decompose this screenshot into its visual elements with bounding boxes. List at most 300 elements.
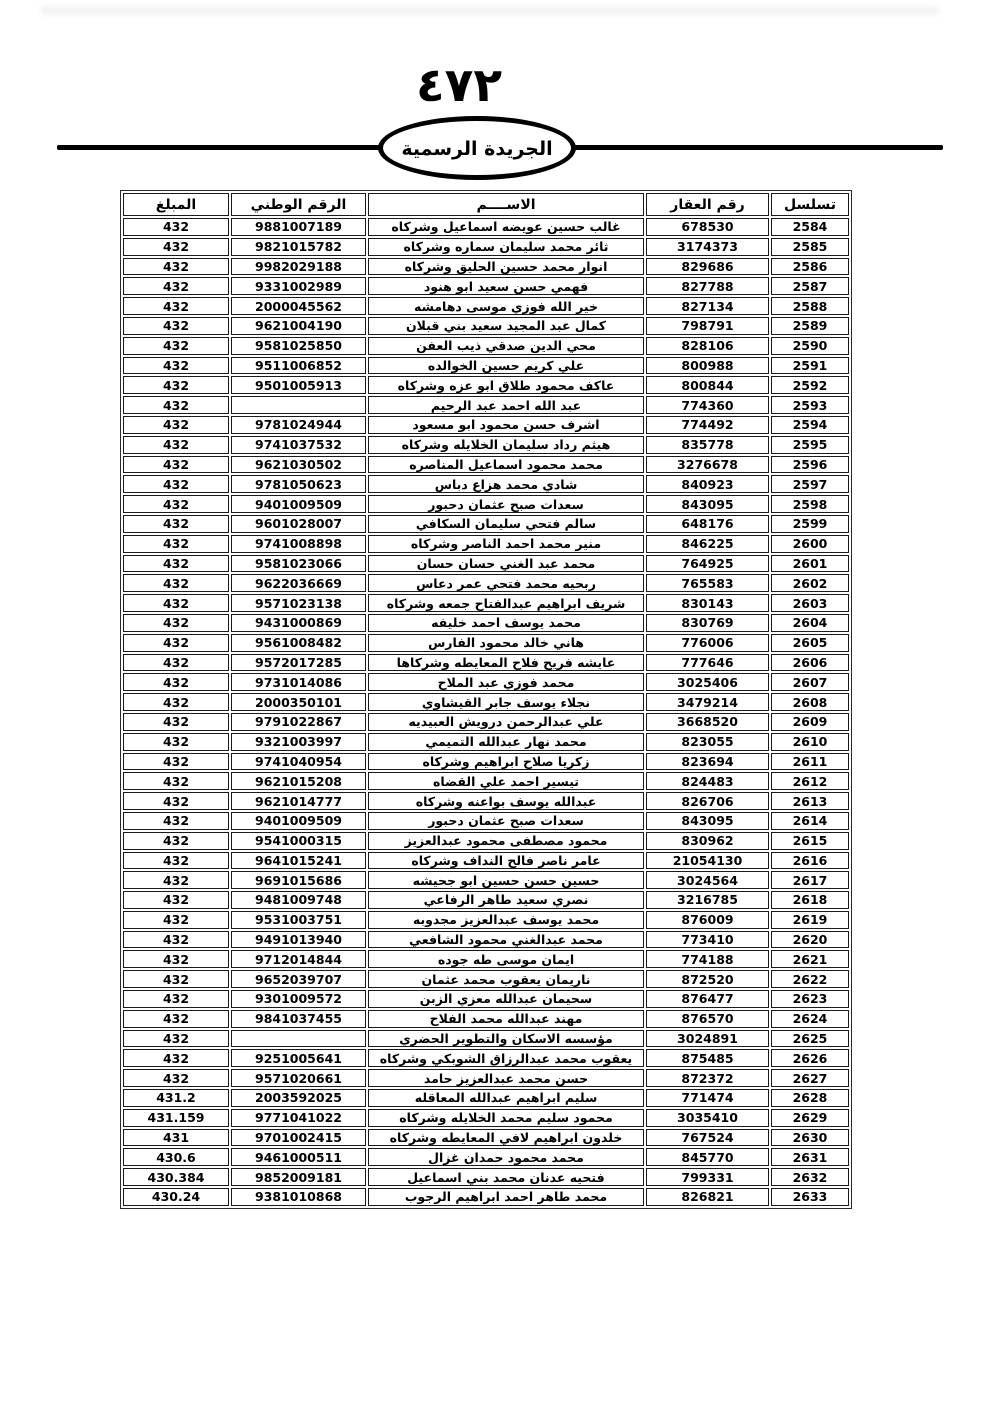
cell-property-no: 3668520: [646, 713, 769, 731]
header-amount: المبلغ: [123, 193, 229, 216]
cell-name: ثائر محمد سليمان سماره وشركاه: [368, 238, 644, 256]
cell-name: علي كريم حسين الخوالده: [368, 357, 644, 375]
cell-amount: 432: [123, 218, 229, 236]
cell-amount: 432: [123, 812, 229, 830]
cell-national-no: 9511006852: [231, 357, 366, 375]
cell-property-no: 876570: [646, 1010, 769, 1028]
cell-name: عامر ناصر فالح النداف وشركاه: [368, 852, 644, 870]
cell-property-no: 800988: [646, 357, 769, 375]
cell-name: عبد الله احمد عبد الرحيم: [368, 396, 644, 414]
cell-amount: 432: [123, 594, 229, 612]
cell-national-no: [231, 1030, 366, 1048]
header-national-number: الرقم الوطني: [231, 193, 366, 216]
table-row: [123, 891, 849, 909]
cell-amount: 432: [123, 495, 229, 513]
cell-amount: 432: [123, 555, 229, 573]
header-property-number: رقم العقار: [646, 193, 769, 216]
cell-serial: 2600: [771, 535, 849, 553]
cell-name: غالب حسين عويضه اسماعيل وشركاه: [368, 218, 644, 236]
cell-amount: 432: [123, 852, 229, 870]
cell-national-no: 9621004190: [231, 317, 366, 335]
cell-property-no: 3025406: [646, 673, 769, 691]
cell-serial: 2628: [771, 1089, 849, 1107]
cell-property-no: 777646: [646, 654, 769, 672]
cell-name: هاني خالد محمود الفارس: [368, 634, 644, 652]
cell-national-no: 2003592025: [231, 1089, 366, 1107]
cell-national-no: 9781050623: [231, 475, 366, 493]
cell-name: حسن محمد عبدالعزيز حامد: [368, 1069, 644, 1087]
cell-serial: 2611: [771, 753, 849, 771]
cell-name: عايشه فريح فلاح المعايطه وشركاها: [368, 654, 644, 672]
cell-name: محمود سليم محمد الخلايله وشركاه: [368, 1109, 644, 1127]
cell-name: سالم فتحي سليمان السكافي: [368, 515, 644, 533]
table-row: [123, 713, 849, 731]
cell-serial: 2599: [771, 515, 849, 533]
cell-national-no: 9741040954: [231, 753, 366, 771]
cell-property-no: 872372: [646, 1069, 769, 1087]
cell-national-no: 9731014086: [231, 673, 366, 691]
cell-serial: 2595: [771, 436, 849, 454]
cell-name: ناريمان يعقوب محمد عثمان: [368, 970, 644, 988]
cell-amount: 432: [123, 416, 229, 434]
cell-property-no: 830769: [646, 614, 769, 632]
cell-amount: 430.384: [123, 1168, 229, 1186]
cell-property-no: 3035410: [646, 1109, 769, 1127]
table-row: [123, 614, 849, 632]
cell-national-no: 9541000315: [231, 832, 366, 850]
table-row: [123, 1069, 849, 1087]
table-row: [123, 238, 849, 256]
cell-amount: 430.6: [123, 1148, 229, 1166]
cell-name: شادي محمد هزاع دباس: [368, 475, 644, 493]
cell-national-no: 9381010868: [231, 1188, 366, 1206]
cell-serial: 2605: [771, 634, 849, 652]
cell-national-no: 9571023138: [231, 594, 366, 612]
cell-national-no: [231, 396, 366, 414]
cell-amount: 432: [123, 990, 229, 1008]
cell-serial: 2584: [771, 218, 849, 236]
cell-serial: 2609: [771, 713, 849, 731]
cell-amount: 432: [123, 733, 229, 751]
table-header-row: [123, 193, 849, 216]
cell-amount: 432: [123, 535, 229, 553]
cell-name: سليم ابراهيم عبدالله المعاقله: [368, 1089, 644, 1107]
cell-property-no: 872520: [646, 970, 769, 988]
table-row: [123, 277, 849, 295]
cell-property-no: 773410: [646, 931, 769, 949]
cell-national-no: 9741008898: [231, 535, 366, 553]
cell-name: فهمي حسن سعيد ابو هنود: [368, 277, 644, 295]
table-row: [123, 1188, 849, 1206]
cell-national-no: 9581025850: [231, 337, 366, 355]
table-row: [123, 931, 849, 949]
cell-national-no: 9781024944: [231, 416, 366, 434]
cell-property-no: 767524: [646, 1129, 769, 1147]
cell-national-no: 9251005641: [231, 1049, 366, 1067]
table-row: [123, 832, 849, 850]
cell-serial: 2608: [771, 693, 849, 711]
cell-name: فتحيه عدنان محمد بني اسماعيل: [368, 1168, 644, 1186]
table-row: [123, 495, 849, 513]
cell-property-no: 678530: [646, 218, 769, 236]
cell-serial: 2616: [771, 852, 849, 870]
cell-serial: 2598: [771, 495, 849, 513]
cell-national-no: 2000350101: [231, 693, 366, 711]
cell-property-no: 800844: [646, 376, 769, 394]
cell-amount: 432: [123, 297, 229, 315]
cell-property-no: 774360: [646, 396, 769, 414]
cell-property-no: 826706: [646, 792, 769, 810]
table-row: [123, 871, 849, 889]
cell-national-no: 9982029188: [231, 258, 366, 276]
cell-serial: 2585: [771, 238, 849, 256]
cell-serial: 2612: [771, 772, 849, 790]
cell-name: حسين حسن حسين ابو جحيشه: [368, 871, 644, 889]
cell-property-no: 764925: [646, 555, 769, 573]
cell-national-no: 9641015241: [231, 852, 366, 870]
cell-property-no: 774188: [646, 950, 769, 968]
cell-national-no: 9321003997: [231, 733, 366, 751]
cell-amount: 431: [123, 1129, 229, 1147]
table-row: [123, 1030, 849, 1048]
cell-property-no: 799331: [646, 1168, 769, 1186]
cell-property-no: 829686: [646, 258, 769, 276]
table-row: [123, 634, 849, 652]
cell-serial: 2633: [771, 1188, 849, 1206]
table-row: [123, 297, 849, 315]
cell-national-no: 9431000869: [231, 614, 366, 632]
cell-serial: 2596: [771, 456, 849, 474]
cell-name: نصري سعيد طاهر الرفاعي: [368, 891, 644, 909]
cell-national-no: 9561008482: [231, 634, 366, 652]
cell-name: محمد محمود اسماعيل المناصره: [368, 456, 644, 474]
cell-name: عاكف محمود طلاق ابو عزه وشركاه: [368, 376, 644, 394]
cell-amount: 432: [123, 970, 229, 988]
table-row: [123, 574, 849, 592]
cell-property-no: 3479214: [646, 693, 769, 711]
table-row: [123, 436, 849, 454]
table-row: [123, 673, 849, 691]
cell-serial: 2617: [771, 871, 849, 889]
cell-name: كمال عبد المجيد سعيد بني قبلان: [368, 317, 644, 335]
table-row: [123, 376, 849, 394]
cell-amount: 432: [123, 1069, 229, 1087]
cell-serial: 2589: [771, 317, 849, 335]
table-row: [123, 555, 849, 573]
cell-serial: 2627: [771, 1069, 849, 1087]
table-row: [123, 792, 849, 810]
table-row: [123, 258, 849, 276]
cell-amount: 432: [123, 871, 229, 889]
cell-serial: 2623: [771, 990, 849, 1008]
table-body: [123, 218, 849, 1206]
cell-amount: 432: [123, 713, 229, 731]
cell-property-no: 827788: [646, 277, 769, 295]
cell-property-no: 823694: [646, 753, 769, 771]
cell-name: محمد عبدالغني محمود الشافعي: [368, 931, 644, 949]
table-row: [123, 1148, 849, 1166]
cell-serial: 2593: [771, 396, 849, 414]
cell-property-no: 835778: [646, 436, 769, 454]
table-row: [123, 515, 849, 533]
cell-national-no: 2000045562: [231, 297, 366, 315]
table-row: [123, 218, 849, 236]
cell-property-no: 3216785: [646, 891, 769, 909]
cell-national-no: 9401009509: [231, 812, 366, 830]
table-row: [123, 475, 849, 493]
cell-property-no: 875485: [646, 1049, 769, 1067]
cell-name: شريف ابراهيم عبدالفتاح جمعه وشركاه: [368, 594, 644, 612]
page-number: ٤٧٢: [415, 58, 503, 113]
cell-name: اشرف حسن محمود ابو مسعود: [368, 416, 644, 434]
cell-name: انوار محمد حسين الحليق وشركاه: [368, 258, 644, 276]
cell-property-no: 843095: [646, 812, 769, 830]
cell-serial: 2604: [771, 614, 849, 632]
cell-name: محي الدين صدقي ذيب العفن: [368, 337, 644, 355]
cell-national-no: 9771041022: [231, 1109, 366, 1127]
table-header: [123, 193, 849, 216]
gazette-title: الجريدة الرسمية: [401, 138, 553, 160]
cell-property-no: 771474: [646, 1089, 769, 1107]
table-row: [123, 1129, 849, 1147]
cell-property-no: 824483: [646, 772, 769, 790]
cell-serial: 2630: [771, 1129, 849, 1147]
cell-amount: 432: [123, 475, 229, 493]
cell-national-no: 9491013940: [231, 931, 366, 949]
table-row: [123, 594, 849, 612]
cell-amount: 432: [123, 456, 229, 474]
table-row: [123, 852, 849, 870]
cell-name: محمد فوزي عبد الملاح: [368, 673, 644, 691]
cell-amount: 432: [123, 753, 229, 771]
cell-serial: 2592: [771, 376, 849, 394]
cell-serial: 2632: [771, 1168, 849, 1186]
cell-amount: 432: [123, 911, 229, 929]
cell-property-no: 21054130: [646, 852, 769, 870]
table-row: [123, 990, 849, 1008]
cell-name: سعدات صبح عثمان دحبور: [368, 495, 644, 513]
table-row: [123, 693, 849, 711]
cell-property-no: 774492: [646, 416, 769, 434]
table-row: [123, 911, 849, 929]
cell-national-no: 9821015782: [231, 238, 366, 256]
cell-national-no: 9741037532: [231, 436, 366, 454]
cell-amount: 431.159: [123, 1109, 229, 1127]
cell-property-no: 876009: [646, 911, 769, 929]
cell-property-no: 3024891: [646, 1030, 769, 1048]
table-row: [123, 654, 849, 672]
cell-name: محمد يوسف عبدالعزيز مجدوبه: [368, 911, 644, 929]
cell-amount: 432: [123, 634, 229, 652]
cell-national-no: 9712014844: [231, 950, 366, 968]
cell-property-no: 3276678: [646, 456, 769, 474]
cell-serial: 2590: [771, 337, 849, 355]
cell-national-no: 9401009509: [231, 495, 366, 513]
cell-serial: 2621: [771, 950, 849, 968]
cell-serial: 2591: [771, 357, 849, 375]
table-row: [123, 1168, 849, 1186]
cell-national-no: 9652039707: [231, 970, 366, 988]
cell-national-no: 9622036669: [231, 574, 366, 592]
cell-national-no: 9852009181: [231, 1168, 366, 1186]
cell-amount: 432: [123, 832, 229, 850]
table-row: [123, 456, 849, 474]
cell-serial: 2586: [771, 258, 849, 276]
table-row: [123, 416, 849, 434]
cell-national-no: 9581023066: [231, 555, 366, 573]
cell-amount: 432: [123, 614, 229, 632]
cell-serial: 2588: [771, 297, 849, 315]
table-row: [123, 396, 849, 414]
cell-serial: 2624: [771, 1010, 849, 1028]
cell-serial: 2618: [771, 891, 849, 909]
table-row: [123, 753, 849, 771]
cell-name: محمد محمود حمدان غزال: [368, 1148, 644, 1166]
cell-amount: 432: [123, 337, 229, 355]
header-serial: تسلسل: [771, 193, 849, 216]
cell-national-no: 9481009748: [231, 891, 366, 909]
table-row: [123, 970, 849, 988]
cell-name: محمد طاهر احمد ابراهيم الرجوب: [368, 1188, 644, 1206]
cell-national-no: 9841037455: [231, 1010, 366, 1028]
header-name: الاســــم: [368, 193, 644, 216]
cell-property-no: 776006: [646, 634, 769, 652]
cell-property-no: 840923: [646, 475, 769, 493]
cell-name: تيسير احمد علي القضاه: [368, 772, 644, 790]
cell-amount: 432: [123, 891, 229, 909]
cell-name: ربحيه محمد فتحي عمر دعاس: [368, 574, 644, 592]
cell-serial: 2594: [771, 416, 849, 434]
cell-serial: 2606: [771, 654, 849, 672]
cell-name: نجلاء يوسف جابر القيشاوي: [368, 693, 644, 711]
cell-name: مهند عبدالله محمد الفلاح: [368, 1010, 644, 1028]
cell-amount: 432: [123, 277, 229, 295]
cell-serial: 2622: [771, 970, 849, 988]
cell-amount: 432: [123, 396, 229, 414]
cell-serial: 2597: [771, 475, 849, 493]
table-row: [123, 772, 849, 790]
cell-amount: 432: [123, 654, 229, 672]
cell-property-no: 765583: [646, 574, 769, 592]
cell-name: علي عبدالرحمن درويش العبيديه: [368, 713, 644, 731]
cell-amount: 432: [123, 792, 229, 810]
cell-serial: 2620: [771, 931, 849, 949]
cell-serial: 2610: [771, 733, 849, 751]
cell-national-no: 9791022867: [231, 713, 366, 731]
table-row: [123, 337, 849, 355]
cell-name: هيثم رداد سليمان الخلايله وشركاه: [368, 436, 644, 454]
cell-amount: 430.24: [123, 1188, 229, 1206]
table-row: [123, 535, 849, 553]
cell-amount: 432: [123, 693, 229, 711]
cell-national-no: 9461000511: [231, 1148, 366, 1166]
cell-amount: 432: [123, 1030, 229, 1048]
cell-national-no: 9621030502: [231, 456, 366, 474]
table-row: [123, 950, 849, 968]
cell-national-no: 9601028007: [231, 515, 366, 533]
cell-name: محمد نهار عبدالله التميمي: [368, 733, 644, 751]
cell-national-no: 9701002415: [231, 1129, 366, 1147]
cell-serial: 2626: [771, 1049, 849, 1067]
cell-name: محمد يوسف احمد خليفه: [368, 614, 644, 632]
cell-property-no: 3024564: [646, 871, 769, 889]
cell-serial: 2587: [771, 277, 849, 295]
cell-national-no: 9501005913: [231, 376, 366, 394]
cell-property-no: 876477: [646, 990, 769, 1008]
cell-national-no: 9531003751: [231, 911, 366, 929]
cell-serial: 2601: [771, 555, 849, 573]
cell-property-no: 830962: [646, 832, 769, 850]
cell-name: عبدالله يوسف بواعنه وشركاه: [368, 792, 644, 810]
cell-name: مؤسسه الاسكان والتطوير الحضري: [368, 1030, 644, 1048]
cell-amount: 432: [123, 258, 229, 276]
cell-amount: 431.2: [123, 1089, 229, 1107]
cell-name: منير محمد احمد الناصر وشركاه: [368, 535, 644, 553]
cell-name: محمود مصطفى محمود عبدالعزيز: [368, 832, 644, 850]
cell-serial: 2614: [771, 812, 849, 830]
cell-amount: 432: [123, 1010, 229, 1028]
cell-national-no: 9301009572: [231, 990, 366, 1008]
table-row: [123, 317, 849, 335]
cell-serial: 2607: [771, 673, 849, 691]
cell-property-no: 3174373: [646, 238, 769, 256]
cell-property-no: 648176: [646, 515, 769, 533]
cell-serial: 2625: [771, 1030, 849, 1048]
cell-property-no: 827134: [646, 297, 769, 315]
cell-national-no: 9331002989: [231, 277, 366, 295]
payments-table: [120, 190, 852, 1209]
cell-property-no: 823055: [646, 733, 769, 751]
cell-amount: 432: [123, 376, 229, 394]
cell-name: ايمان موسى طه جوده: [368, 950, 644, 968]
cell-property-no: 846225: [646, 535, 769, 553]
cell-name: سحيمان عبدالله معزي الزبن: [368, 990, 644, 1008]
table-row: [123, 1010, 849, 1028]
cell-property-no: 828106: [646, 337, 769, 355]
cell-serial: 2602: [771, 574, 849, 592]
cell-amount: 432: [123, 574, 229, 592]
cell-amount: 432: [123, 238, 229, 256]
cell-national-no: 9881007189: [231, 218, 366, 236]
cell-name: سعدات صبح عثمان دحبور: [368, 812, 644, 830]
cell-name: محمد عبد الغني حسان حسان: [368, 555, 644, 573]
cell-serial: 2615: [771, 832, 849, 850]
cell-amount: 432: [123, 931, 229, 949]
cell-amount: 432: [123, 673, 229, 691]
cell-national-no: 9572017285: [231, 654, 366, 672]
table-row: [123, 733, 849, 751]
cell-amount: 432: [123, 317, 229, 335]
cell-property-no: 843095: [646, 495, 769, 513]
cell-serial: 2603: [771, 594, 849, 612]
cell-name: خير الله فوزي موسى دهامشه: [368, 297, 644, 315]
cell-serial: 2629: [771, 1109, 849, 1127]
cell-amount: 432: [123, 1049, 229, 1067]
cell-amount: 432: [123, 436, 229, 454]
cell-name: يعقوب محمد عبدالرزاق الشوبكي وشركاه: [368, 1049, 644, 1067]
cell-serial: 2631: [771, 1148, 849, 1166]
cell-property-no: 798791: [646, 317, 769, 335]
table-row: [123, 1109, 849, 1127]
cell-national-no: 9571020661: [231, 1069, 366, 1087]
cell-property-no: 845770: [646, 1148, 769, 1166]
cell-national-no: 9621014777: [231, 792, 366, 810]
cell-amount: 432: [123, 515, 229, 533]
cell-property-no: 830143: [646, 594, 769, 612]
cell-national-no: 9621015208: [231, 772, 366, 790]
cell-name: زكريا صلاح ابراهيم وشركاه: [368, 753, 644, 771]
table-row: [123, 1049, 849, 1067]
